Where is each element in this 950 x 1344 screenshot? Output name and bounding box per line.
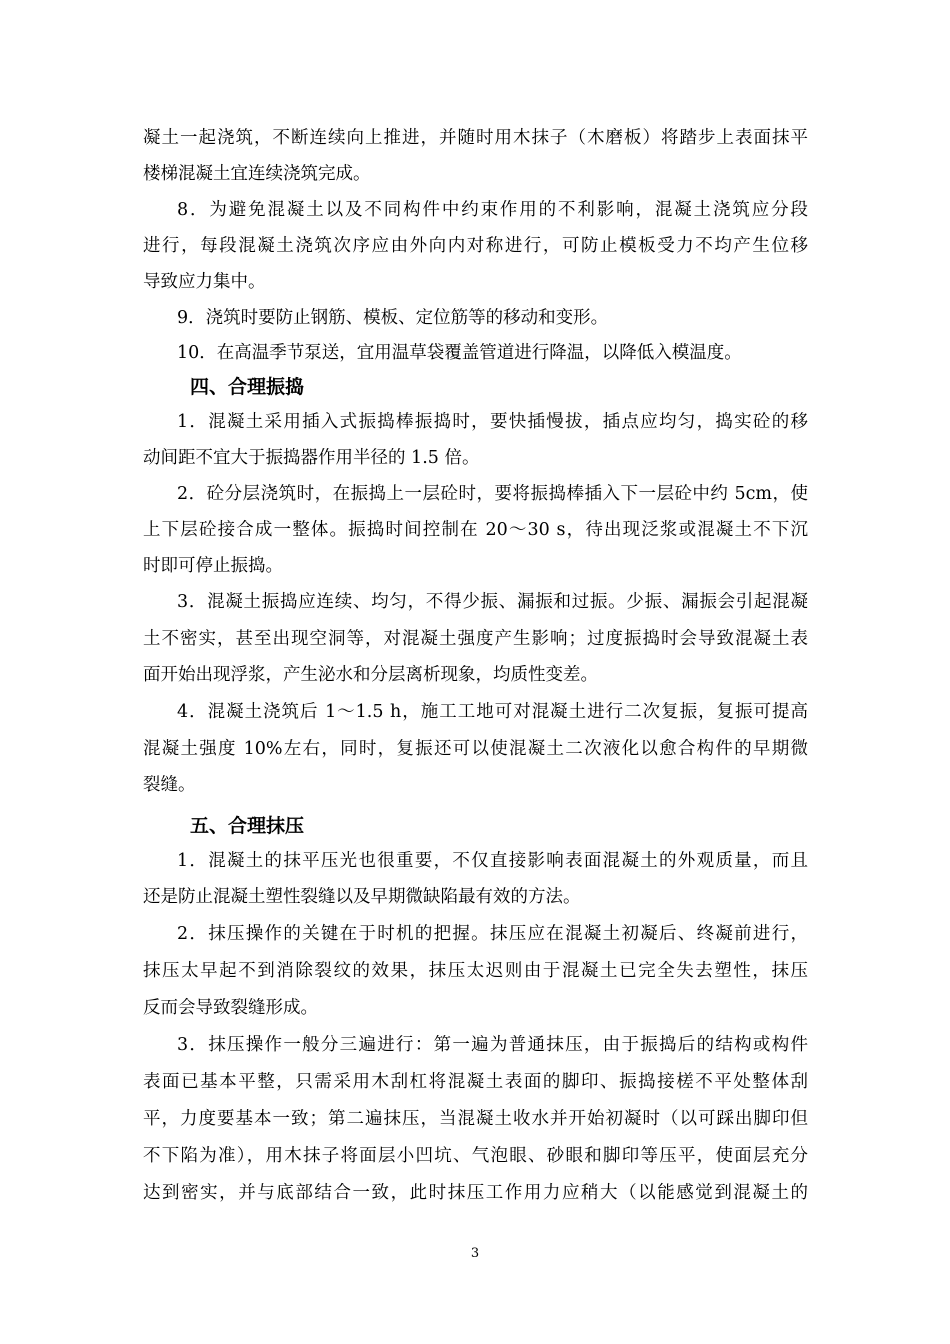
paragraph-line: 楼梯混凝土宜连续浇筑完成。 (143, 164, 371, 184)
paragraph-line: 还是防止混凝土塑性裂缝以及早期微缺陷最有效的方法。 (143, 887, 581, 907)
paragraph-line: 导致应力集中。 (143, 272, 266, 292)
paragraph-line: 进行，每段混凝土浇筑次序应由外向内对称进行，可防止模板受力不均产生位移 (143, 236, 808, 256)
paragraph-line: 时即可停止振捣。 (143, 556, 283, 576)
paragraph-line: 2．砼分层浇筑时，在振捣上一层砼时，要将振捣棒插入下一层砼中约 5cm，使 (177, 484, 808, 504)
paragraph-line: 土不密实，甚至出现空洞等，对混凝土强度产生影响；过度振捣时会导致混凝土表 (143, 629, 808, 649)
paragraph-line: 面开始出现浮浆，产生泌水和分层离析现象，均质性变差。 (143, 665, 598, 685)
paragraph-line: 动间距不宜大于振捣器作用半径的 1.5 倍。 (143, 448, 480, 468)
paragraph-line: 3．混凝土振捣应连续、均匀，不得少振、漏振和过振。少振、漏振会引起混凝 (177, 592, 808, 612)
paragraph-line: 4．混凝土浇筑后 1～1.5 h，施工工地可对混凝土进行二次复振，复振可提高 (177, 702, 808, 722)
paragraph-line: 反而会导致裂缝形成。 (143, 998, 318, 1018)
paragraph-line: 8．为避免混凝土以及不同构件中约束作用的不利影响，混凝土浇筑应分段 (177, 200, 808, 220)
paragraph-line: 上下层砼接合成一整体。振捣时间控制在 20～30 s，待出现泛浆或混凝土不下沉 (143, 520, 808, 540)
paragraph-line: 达到密实，并与底部结合一致，此时抹压工作用力应稍大（以能感觉到混凝土的 (143, 1183, 808, 1203)
paragraph-line: 凝土一起浇筑，不断连续向上推进，并随时用木抹子（木磨板）将踏步上表面抹平 (143, 128, 808, 148)
paragraph-line: 抹压太早起不到消除裂纹的效果，抹压太迟则由于混凝土已完全失去塑性，抹压 (143, 961, 808, 981)
section-heading: 四、合理振捣 (190, 376, 305, 398)
paragraph-line: 表面已基本平整，只需采用木刮杠将混凝土表面的脚印、振捣接槎不平处整体刮 (143, 1072, 808, 1092)
paragraph-line: 混凝土强度 10%左右，同时，复振还可以使混凝土二次液化以愈合构件的早期微 (143, 739, 808, 759)
paragraph-line: 2．抹压操作的关键在于时机的把握。抹压应在混凝土初凝后、终凝前进行， (177, 924, 808, 944)
paragraph-line: 1．混凝土的抹平压光也很重要，不仅直接影响表面混凝土的外观质量，而且 (177, 851, 808, 871)
paragraph-line: 10．在高温季节泵送，宜用温草袋覆盖管道进行降温，以降低入模温度。 (177, 343, 742, 363)
paragraph-line: 不下陷为准），用木抹子将面层小凹坑、气泡眼、砂眼和脚印等压平，使面层充分 (143, 1146, 808, 1166)
paragraph-line: 9．浇筑时要防止钢筋、模板、定位筋等的移动和变形。 (177, 308, 609, 328)
paragraph-line: 平，力度要基本一致；第二遍抹压，当混凝土收水并开始初凝时（以可踩出脚印但 (143, 1109, 808, 1129)
paragraph-line: 1．混凝土采用插入式振捣棒振捣时，要快插慢拔，插点应均匀，捣实砼的移 (177, 412, 808, 432)
paragraph-line: 裂缝。 (143, 775, 196, 795)
page-number: 3 (470, 1246, 480, 1261)
paragraph-line: 3．抹压操作一般分三遍进行：第一遍为普通抹压，由于振捣后的结构或构件 (177, 1035, 808, 1055)
section-heading: 五、合理抹压 (190, 815, 305, 837)
